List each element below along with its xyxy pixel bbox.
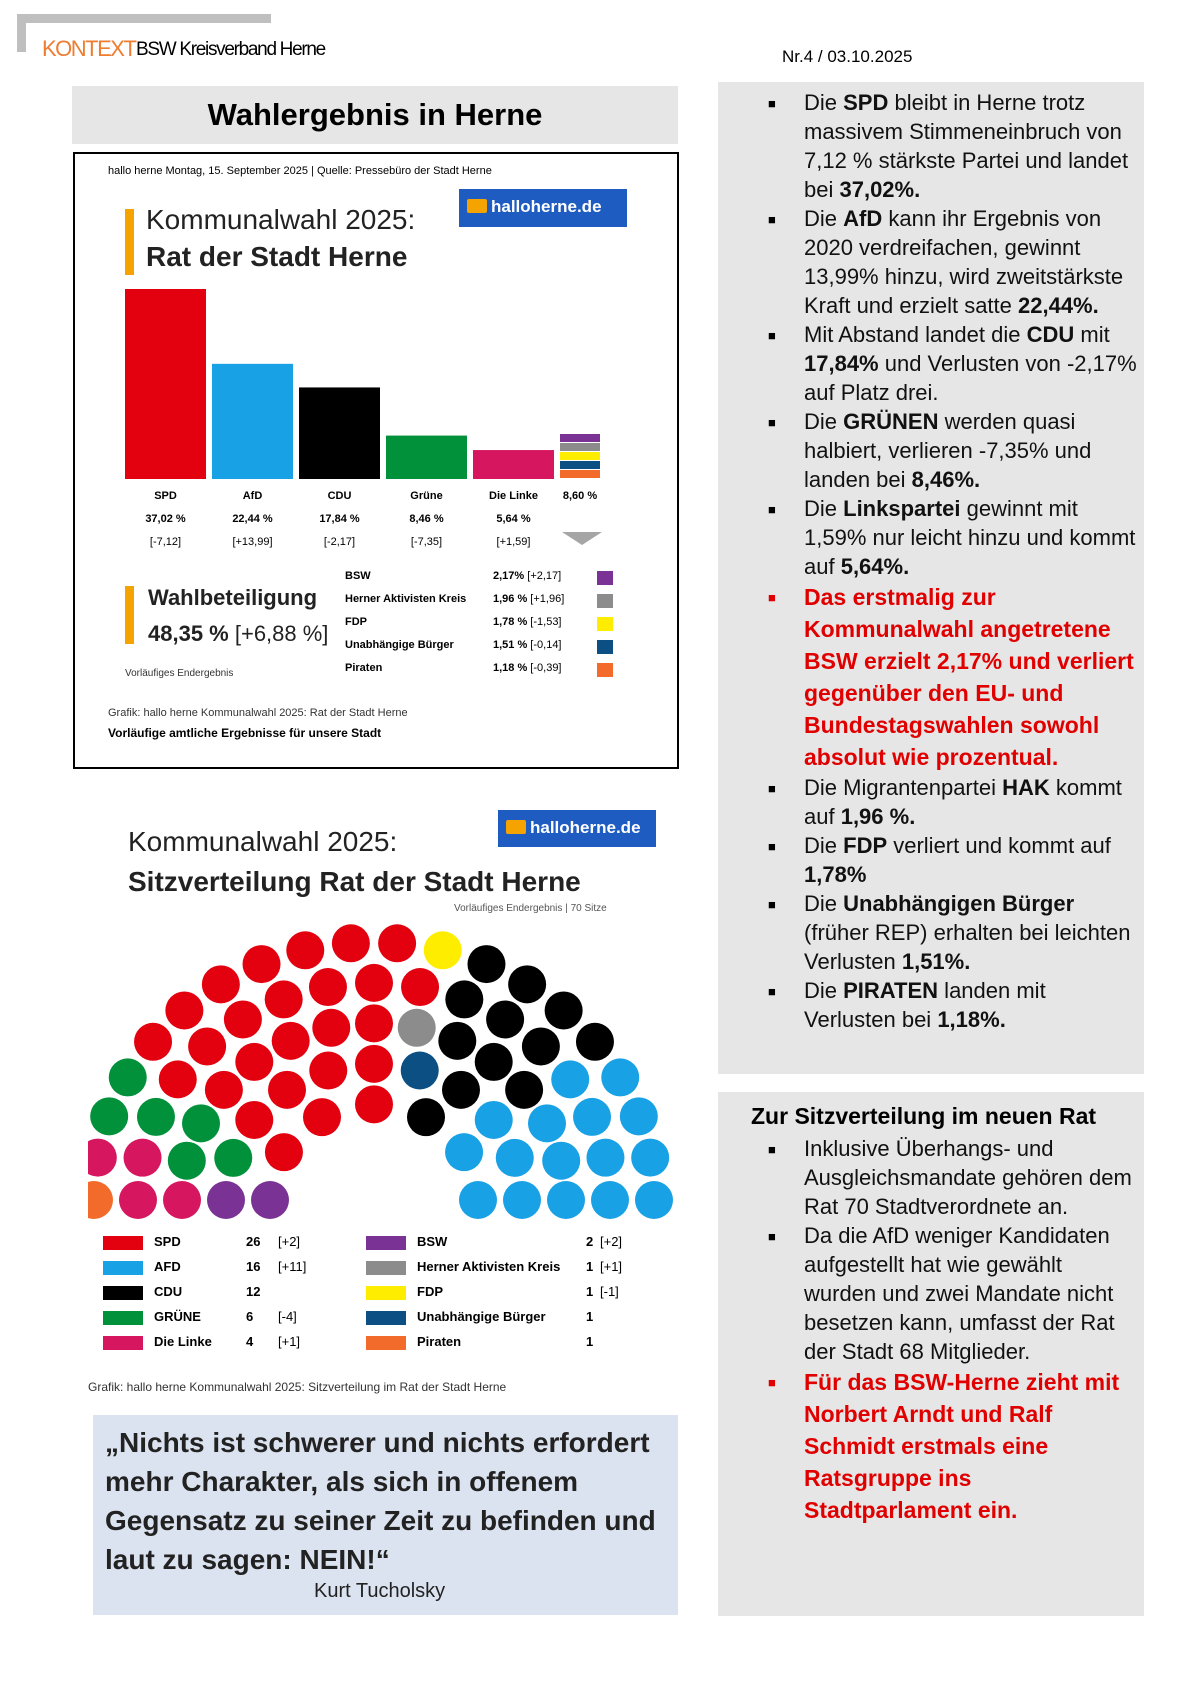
seat bbox=[207, 1181, 245, 1219]
others-segment bbox=[560, 452, 600, 460]
legend-swatch bbox=[103, 1261, 143, 1275]
bullet-text: Die Linkspartei gewinnt mit 1,59% nur leicht hinzu und kommt auf 5,64%. bbox=[804, 496, 1136, 579]
other-party-value: 1,96 % bbox=[493, 593, 528, 605]
bar-change-label: [-7,12] bbox=[149, 536, 182, 548]
seat bbox=[445, 980, 483, 1018]
bullet-item bbox=[718, 204, 1138, 320]
seat bbox=[378, 924, 416, 962]
seat bbox=[631, 1139, 669, 1177]
bar-label: Die Linke bbox=[489, 490, 538, 502]
seat bbox=[137, 1098, 175, 1136]
legend-seat-change: [+2] bbox=[278, 1234, 301, 1249]
seat bbox=[528, 1104, 566, 1142]
square-bullet-icon: ■ bbox=[768, 897, 776, 912]
other-party-name: Herner Aktivisten Kreis bbox=[345, 593, 467, 605]
seat bbox=[332, 924, 370, 962]
seat bbox=[90, 1097, 128, 1135]
seat bbox=[407, 1098, 445, 1136]
legend-swatch bbox=[366, 1261, 406, 1275]
other-party-swatch bbox=[597, 594, 613, 608]
seat bbox=[475, 1101, 513, 1139]
bar-value-label: 37,02 % bbox=[145, 513, 186, 525]
seat bbox=[165, 991, 203, 1029]
others-segment bbox=[560, 470, 600, 478]
chart-footer-note: Vorläufige amtliche Ergebnisse für unsere Stadt bbox=[108, 726, 382, 740]
seat bbox=[309, 968, 347, 1006]
seat bbox=[573, 1098, 611, 1136]
seat bbox=[159, 1060, 197, 1098]
legend-seat-change: [-4] bbox=[278, 1309, 297, 1324]
seat bbox=[168, 1142, 206, 1180]
legend-seat-count: 26 bbox=[246, 1234, 261, 1249]
seat bbox=[235, 1101, 273, 1139]
square-bullet-icon: ■ bbox=[768, 415, 776, 430]
bullet-text: Mit Abstand landet die CDU mit 17,84% und Verlusten von -2,17% auf Platz drei. bbox=[804, 322, 1137, 405]
seat bbox=[182, 1104, 220, 1142]
other-party-change: [-0,14] bbox=[527, 639, 562, 651]
seat bbox=[251, 1181, 289, 1219]
bullet-item bbox=[718, 581, 1138, 773]
chevron-down-icon bbox=[562, 532, 602, 545]
other-party-change: [+2,17] bbox=[524, 570, 562, 582]
seat bbox=[243, 945, 281, 983]
bar-cdu bbox=[299, 387, 380, 479]
bullet-item bbox=[718, 407, 1138, 494]
legend-swatch bbox=[366, 1236, 406, 1250]
seat bbox=[163, 1181, 201, 1219]
square-bullet-icon: ■ bbox=[768, 781, 776, 796]
square-bullet-icon: ■ bbox=[768, 590, 776, 605]
square-bullet-icon: ■ bbox=[768, 984, 776, 999]
seat bbox=[601, 1058, 639, 1096]
legend-swatch bbox=[366, 1286, 406, 1300]
bar-grüne bbox=[386, 436, 467, 479]
bar-label: SPD bbox=[154, 490, 177, 502]
seat bbox=[522, 1027, 560, 1065]
seat bbox=[401, 1052, 439, 1090]
seat bbox=[134, 1023, 172, 1061]
seat bbox=[542, 1142, 580, 1180]
seat bbox=[445, 1133, 483, 1171]
other-party-swatch bbox=[597, 571, 613, 585]
seat bbox=[547, 1181, 585, 1219]
square-bullet-icon: ■ bbox=[768, 1375, 776, 1390]
seat bbox=[88, 1139, 117, 1177]
seat bbox=[355, 1045, 393, 1083]
other-party-name: Piraten bbox=[345, 662, 383, 674]
bullet-text: Die Unabhängigen Bürger (früher REP) erhalten bei leichten Verlusten 1,51%. bbox=[804, 891, 1131, 974]
bullet-item bbox=[718, 320, 1138, 407]
legend-seat-change: [+1] bbox=[278, 1334, 301, 1349]
other-party-swatch bbox=[597, 663, 613, 677]
other-party-name: Unabhängige Bürger bbox=[345, 639, 454, 651]
election-result-chart bbox=[73, 152, 679, 769]
other-party-value: 2,17% bbox=[493, 570, 525, 582]
other-party-row bbox=[493, 639, 562, 651]
legend-party-name: AFD bbox=[154, 1259, 181, 1274]
turnout-value: 48,35 % bbox=[148, 621, 229, 646]
seat bbox=[545, 991, 583, 1029]
others-value-label: 8,60 % bbox=[562, 490, 598, 502]
square-bullet-icon: ■ bbox=[768, 212, 776, 227]
legend-party-name: Die Linke bbox=[154, 1334, 212, 1349]
legend-party-name: GRÜNE bbox=[154, 1309, 201, 1324]
square-bullet-icon: ■ bbox=[768, 839, 776, 854]
legend-party-name: SPD bbox=[154, 1234, 181, 1249]
seat-chart-subtitle: Vorläufiges Endergebnis | 70 Sitze bbox=[454, 903, 607, 914]
bullet-item bbox=[718, 494, 1138, 581]
others-segment bbox=[560, 443, 600, 451]
legend-seat-change: [-1] bbox=[600, 1284, 619, 1299]
bar-label: CDU bbox=[327, 490, 352, 502]
halloherne-logo: halloherne.de bbox=[459, 189, 627, 227]
bullet-text: Für das BSW-Herne zieht mit Norbert Arndt und Ralf Schmidt erstmals eine Ratsgruppe ins Stadtparlament ein. bbox=[804, 1369, 1120, 1523]
other-party-change: [-0,39] bbox=[527, 662, 562, 674]
bullet-text: Die FDP verliert und kommt auf 1,78% bbox=[804, 833, 1111, 887]
page-title: Wahlergebnis in Herne bbox=[72, 86, 678, 144]
seat bbox=[188, 1027, 226, 1065]
seat bbox=[205, 1071, 243, 1109]
legend-party-name: Herner Aktivisten Kreis bbox=[417, 1259, 561, 1274]
parliament-seats-svg bbox=[88, 920, 676, 1220]
other-party-value: 1,18 % bbox=[493, 662, 528, 674]
seat bbox=[551, 1060, 589, 1098]
seat bbox=[214, 1139, 252, 1177]
legend-swatch bbox=[103, 1236, 143, 1250]
square-bullet-icon: ■ bbox=[768, 328, 776, 343]
issue-number: Nr.4 / 03.10.2025 bbox=[782, 47, 913, 66]
square-bullet-icon: ■ bbox=[768, 1229, 776, 1244]
legend-swatch bbox=[103, 1311, 143, 1325]
bar-die-linke bbox=[473, 450, 554, 479]
accent-bar-turnout bbox=[125, 586, 134, 644]
legend-seat-count: 2 bbox=[586, 1234, 594, 1249]
legend-seat-change: [+1] bbox=[600, 1259, 623, 1274]
seat bbox=[586, 1139, 624, 1177]
seat bbox=[272, 1022, 310, 1060]
bar-afd bbox=[212, 364, 293, 479]
legend-party-name: FDP bbox=[417, 1284, 443, 1299]
bar-change-label: [-7,35] bbox=[410, 536, 443, 548]
legend-party-name: BSW bbox=[417, 1234, 448, 1249]
seat bbox=[312, 1009, 350, 1047]
seat bbox=[119, 1181, 157, 1219]
seat-info-bullet-list bbox=[718, 1134, 1138, 1526]
chart-title-line1: Kommunalwahl 2025: bbox=[146, 204, 416, 235]
legend-seat-count: 1 bbox=[586, 1334, 594, 1349]
seat bbox=[268, 1071, 306, 1109]
halloherne-logo-2: halloherne.de bbox=[498, 810, 656, 847]
bar-chart-svg bbox=[75, 154, 677, 554]
turnout-change: [+6,88 %] bbox=[234, 621, 329, 646]
turnout-label: Wahlbeteiligung bbox=[148, 585, 318, 610]
bar-label: Grüne bbox=[410, 490, 443, 502]
speech-bubble-icon bbox=[506, 820, 526, 834]
quote-author: Kurt Tucholsky bbox=[314, 1580, 446, 1602]
seat bbox=[508, 965, 546, 1003]
chart-title-line2: Rat der Stadt Herne bbox=[146, 241, 408, 272]
seat bbox=[109, 1058, 147, 1096]
other-party-row bbox=[493, 593, 564, 605]
legend-seat-count: 16 bbox=[246, 1259, 261, 1274]
other-party-change: [-1,53] bbox=[527, 616, 562, 628]
other-party-row bbox=[493, 616, 562, 628]
bar-change-label: [+13,99] bbox=[232, 536, 273, 548]
bullet-item bbox=[718, 1134, 1138, 1221]
legend-swatch bbox=[366, 1336, 406, 1350]
bullet-text: Da die AfD weniger Kandidaten aufgestellt hat wie gewählt wurden und zwei Mandate nicht besetzen kann, umfasst der Rat der Stadt 68 Mitglieder. bbox=[804, 1223, 1115, 1364]
seat bbox=[635, 1181, 673, 1219]
bullet-item bbox=[718, 1366, 1138, 1526]
legend-party-name: Unabhängige Bürger bbox=[417, 1309, 546, 1324]
bullet-text: Das erstmalig zur Kommunalwahl angetretene BSW erzielt 2,17% und verliert gegenüber den EU- und Bundestagswahlen sowohl absolut wie prozentual. bbox=[804, 584, 1134, 770]
bullet-item bbox=[718, 773, 1138, 831]
org-name: BSW Kreisverband Herne bbox=[136, 39, 325, 60]
other-party-name: BSW bbox=[345, 570, 371, 582]
legend-seat-count: 1 bbox=[586, 1309, 594, 1324]
seat bbox=[355, 964, 393, 1002]
bullet-item bbox=[718, 1221, 1138, 1366]
seat bbox=[442, 1071, 480, 1109]
other-party-value: 1,51 % bbox=[493, 639, 528, 651]
other-party-value: 1,78 % bbox=[493, 616, 528, 628]
seat bbox=[496, 1139, 534, 1177]
seat bbox=[475, 1043, 513, 1081]
seat bbox=[355, 1004, 393, 1042]
bar-value-label: 17,84 % bbox=[319, 513, 360, 525]
seat-chart-title-line2: Sitzverteilung Rat der Stadt Herne bbox=[128, 866, 581, 897]
chart-footer-credit: Grafik: hallo herne Kommunalwahl 2025: Rat der Stadt Herne bbox=[108, 707, 408, 719]
legend-swatch bbox=[103, 1336, 143, 1350]
legend-seat-change: [+11] bbox=[278, 1259, 307, 1274]
seat bbox=[503, 1181, 541, 1219]
bar-change-label: [-2,17] bbox=[323, 536, 356, 548]
bar-value-label: 5,64 % bbox=[496, 513, 531, 525]
results-bullet-list bbox=[718, 88, 1138, 1034]
seat bbox=[424, 931, 462, 969]
legend-party-name: CDU bbox=[154, 1284, 183, 1299]
other-party-change: [+1,96] bbox=[527, 593, 565, 605]
seat bbox=[303, 1098, 341, 1136]
legend-seat-count: 12 bbox=[246, 1284, 261, 1299]
seat bbox=[486, 1000, 524, 1038]
bar-change-label: [+1,59] bbox=[496, 536, 531, 548]
other-party-row bbox=[493, 662, 562, 674]
bullet-item bbox=[718, 831, 1138, 889]
bullet-item bbox=[718, 976, 1138, 1034]
seat bbox=[355, 1085, 393, 1123]
legend-swatch bbox=[103, 1286, 143, 1300]
legend-seat-count: 6 bbox=[246, 1309, 254, 1324]
seat-info-title: Zur Sitzverteilung im neuen Rat bbox=[751, 1103, 1097, 1129]
seat bbox=[438, 1022, 476, 1060]
seat bbox=[398, 1009, 436, 1047]
seat bbox=[505, 1071, 543, 1109]
header-decor-bar-vertical bbox=[17, 14, 26, 52]
seat bbox=[265, 1133, 303, 1171]
bar-value-label: 8,46 % bbox=[409, 513, 444, 525]
others-segment bbox=[560, 461, 600, 469]
bullet-text: Inklusive Überhangs- und Ausgleichsmandate gehören dem Rat 70 Stadtverordnete an. bbox=[804, 1136, 1132, 1219]
other-party-swatch bbox=[597, 617, 613, 631]
seat bbox=[309, 1052, 347, 1090]
seat bbox=[459, 1181, 497, 1219]
bullet-item bbox=[718, 889, 1138, 976]
legend-swatch bbox=[366, 1311, 406, 1325]
seat bbox=[235, 1043, 273, 1081]
turnout-row bbox=[148, 621, 328, 647]
seat-chart-footer: Grafik: hallo herne Kommunalwahl 2025: Sitzverteilung im Rat der Stadt Herne bbox=[88, 1380, 507, 1394]
bullet-text: Die Migrantenpartei HAK kommt auf 1,96 %. bbox=[804, 775, 1122, 829]
bar-spd bbox=[125, 289, 206, 479]
bar-value-label: 22,44 % bbox=[232, 513, 273, 525]
square-bullet-icon: ■ bbox=[768, 1142, 776, 1157]
header-decor-bar bbox=[17, 14, 271, 23]
seat bbox=[620, 1097, 658, 1135]
bullet-text: Die PIRATEN landen mit Verlusten bei 1,18%. bbox=[804, 978, 1046, 1032]
other-party-row bbox=[493, 570, 561, 582]
seat bbox=[224, 1000, 262, 1038]
seat bbox=[265, 980, 303, 1018]
legend-seat-count: 4 bbox=[246, 1334, 254, 1349]
legend-party-name: Piraten bbox=[417, 1334, 462, 1349]
others-segment bbox=[560, 434, 600, 442]
legend-seat-change: [+2] bbox=[600, 1234, 623, 1249]
seat-distribution-chart bbox=[88, 810, 676, 1410]
seat bbox=[591, 1181, 629, 1219]
bullet-text: Die AfD kann ihr Ergebnis von 2020 verdreifachen, gewinnt 13,99% hinzu, wird zweitstärkste Kraft und erzielt satte 22,44%. bbox=[804, 206, 1124, 318]
seat bbox=[286, 931, 324, 969]
seat-chart-title-line1: Kommunalwahl 2025: bbox=[128, 826, 398, 857]
brand-name: KONTEXT bbox=[42, 36, 136, 61]
chart-source-line: hallo herne Montag, 15. September 2025 | Quelle: Pressebüro der Stadt Herne bbox=[108, 165, 492, 177]
other-party-name: FDP bbox=[345, 616, 367, 628]
bullet-item bbox=[718, 88, 1138, 204]
seat bbox=[124, 1139, 162, 1177]
legend-seat-count: 1 bbox=[586, 1284, 594, 1299]
quote-text: „Nichts ist schwerer und nichts erfordert mehr Charakter, als sich in offenem Gegensatz zu seiner Zeit zu befinden und laut zu sagen: NEIN!“ bbox=[105, 1427, 656, 1575]
seat bbox=[576, 1023, 614, 1061]
seat bbox=[401, 968, 439, 1006]
square-bullet-icon: ■ bbox=[768, 502, 776, 517]
square-bullet-icon: ■ bbox=[768, 96, 776, 111]
legend-seat-count: 1 bbox=[586, 1259, 594, 1274]
seat bbox=[88, 1181, 113, 1219]
other-party-swatch bbox=[597, 640, 613, 654]
bullet-text: Die SPD bleibt in Herne trotz massivem Stimmeneinbruch von 7,12 % stärkste Partei und landet bei 37,02%. bbox=[804, 90, 1129, 202]
bar-label: AfD bbox=[242, 490, 263, 502]
preliminary-note: Vorläufiges Endergebnis bbox=[125, 668, 234, 679]
seat bbox=[467, 945, 505, 983]
seat bbox=[202, 965, 240, 1003]
bullet-text: Die GRÜNEN werden quasi halbiert, verlieren -7,35% und landen bei 8,46%. bbox=[804, 409, 1092, 492]
